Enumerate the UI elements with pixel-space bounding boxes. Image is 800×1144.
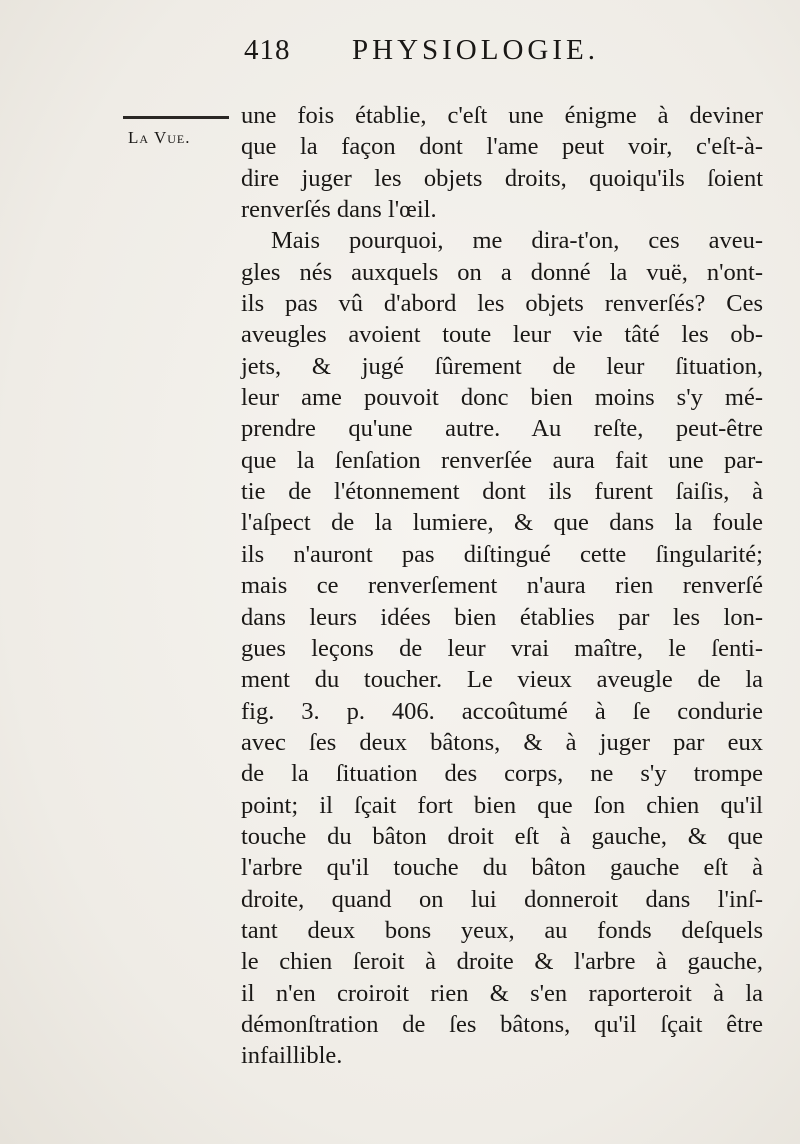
text-line: de la ſituation des corps, ne s'y trompe [241, 760, 763, 788]
text-line: l'arbre qu'il touche du bâton gauche eſt à [241, 854, 763, 882]
running-title: PHYSIOLOGIE. [352, 34, 599, 66]
text-line: dans leurs idées bien établies par les lon- [241, 603, 763, 631]
text-line: démonſtration de ſes bâtons, qu'il ſçait être [241, 1010, 763, 1038]
text-line: infaillible. [241, 1042, 343, 1070]
text-line: dire juger les objets droits, quoiqu'ils ſoient [241, 164, 763, 192]
text-line: fig. 3. p. 406. accoûtumé à ſe condurie [241, 697, 763, 725]
text-line: tant deux bons yeux, au fonds deſquels [241, 916, 763, 944]
text-line: ils n'auront pas diſtingué cette ſingularité; [241, 540, 763, 568]
text-line: gues leçons de leur vrai maître, le ſenti- [241, 634, 763, 662]
text-line: ment du toucher. Le vieux aveugle de la [241, 666, 763, 694]
page-header [0, 34, 800, 74]
margin-rule [123, 116, 229, 119]
text-line: mais ce renverſement n'aura rien renverſé [241, 572, 763, 600]
text-line: l'aſpect de la lumiere, & que dans la foule [241, 509, 763, 537]
text-line: avec ſes deux bâtons, & à juger par eux [241, 728, 763, 756]
text-line: le chien ſeroit à droite & l'arbre à gauche, [241, 948, 763, 976]
margin-note: La Vue. [128, 128, 191, 147]
text-line: tie de l'étonnement dont ils furent ſaiſis, à [241, 478, 763, 506]
text-line: leur ame pouvoit donc bien moins s'y mé- [241, 384, 763, 412]
text-line: renverſés dans l'œil. [241, 196, 437, 224]
body-text [241, 100, 763, 1072]
text-line: Mais pourquoi, me dira-t'on, ces aveu- [271, 227, 763, 255]
text-line: point; il ſçait fort bien que ſon chien qu'il [241, 791, 763, 819]
text-line: gles nés auxquels on a donné la vuë, n'ont- [241, 258, 763, 286]
text-line: il n'en croiroit rien & s'en raporteroit à la [241, 979, 763, 1007]
text-line: aveugles avoient toute leur vie tâté les ob- [241, 321, 763, 349]
page-number: 418 [244, 34, 291, 66]
text-line: prendre qu'une autre. Au reſte, peut-être [241, 415, 763, 443]
text-line: jets, & jugé ſûrement de leur ſituation, [241, 352, 763, 380]
text-line: une fois établie, c'eſt une énigme à deviner [241, 102, 763, 129]
text-line: que la ſenſation renverſée aura fait une par- [241, 446, 763, 474]
text-line: touche du bâton droit eſt à gauche, & que [241, 822, 763, 850]
text-line: ils pas vû d'abord les objets renverſés? Ces [241, 290, 763, 318]
text-line: que la façon dont l'ame peut voir, c'eſt-à- [241, 133, 763, 161]
text-line: droite, quand on lui donneroit dans l'inſ- [241, 885, 763, 913]
